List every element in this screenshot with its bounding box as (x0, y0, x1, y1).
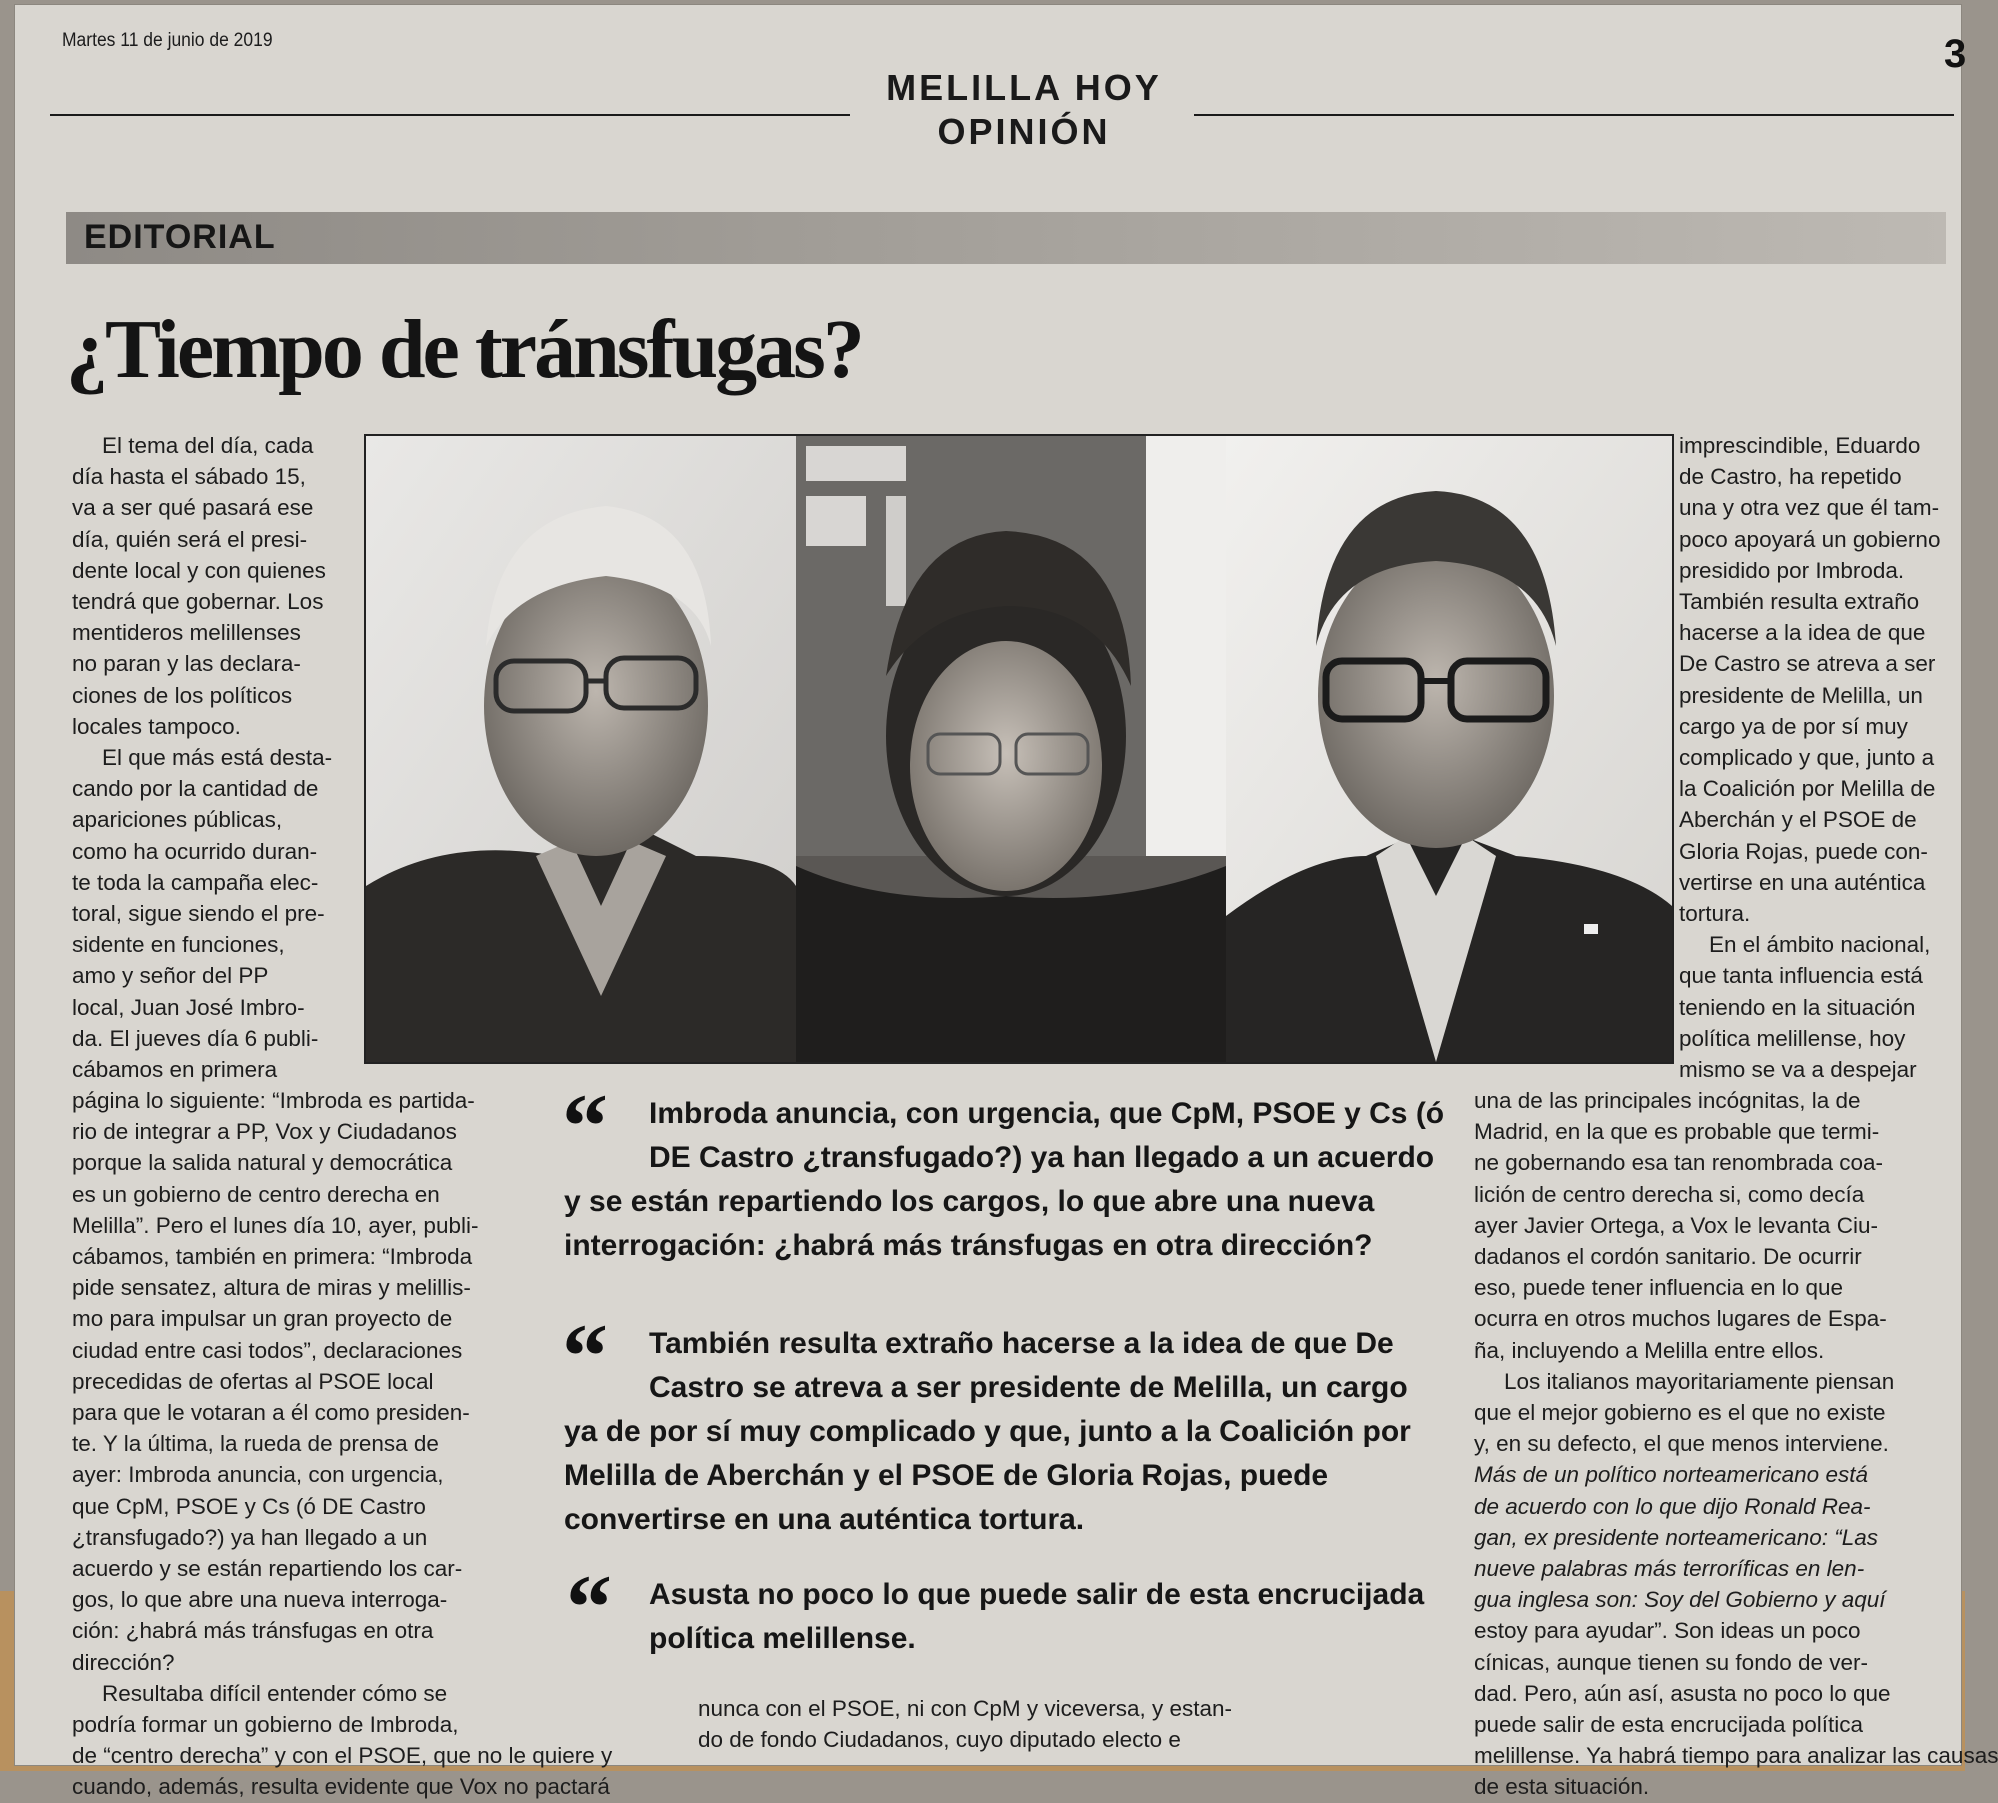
text-line: Melilla de Aberchán y el PSOE de Gloria Rojas, puede (564, 1459, 1329, 1492)
text-line: melillense. Ya habrá tiempo para analizar las causas (1474, 1743, 1998, 1769)
issue-date: Martes 11 de junio de 2019 (62, 30, 273, 51)
text-line: complicado y que, junto a (1679, 745, 1935, 771)
text-line: da. El jueves día 6 publi- (72, 1025, 319, 1051)
politicians-photo (364, 434, 1674, 1064)
text-line: es un gobierno de centro derecha en (72, 1181, 440, 1207)
text-line: día, quién será el presi- (72, 526, 308, 552)
text-line: Castro se atreva a ser presidente de Melilla, un cargo (649, 1371, 1408, 1404)
text-line: para que le votaran a él como presiden- (72, 1400, 470, 1426)
section-line-1: MELILLA HOY (886, 67, 1162, 108)
text-line: En el ámbito nacional, (1709, 932, 1931, 958)
right-column-bottom (1474, 1085, 1998, 1803)
text-line: tortura. (1679, 901, 1751, 927)
editorial-band (66, 212, 1946, 264)
text-line: acuerdo y se están repartiendo los car- (72, 1556, 463, 1582)
left-column-bottom (72, 1085, 613, 1803)
text-line: eso, puede tener influencia en lo que (1474, 1275, 1844, 1301)
text-line: ciones de los políticos (72, 682, 293, 708)
text-line: una y otra vez que él tam- (1679, 495, 1940, 521)
section-line-2: OPINIÓN (937, 111, 1111, 152)
quote-mark-icon: “ (562, 1305, 608, 1407)
quote-mark-icon: “ (566, 1556, 612, 1658)
text-line: imprescindible, Eduardo (1679, 433, 1921, 458)
text-line: que CpM, PSOE y Cs (ó DE Castro (72, 1493, 426, 1519)
text-line: Gloria Rojas, puede con- (1679, 838, 1928, 864)
text-line: de Castro, ha repetido (1679, 464, 1902, 490)
text-line: presidido por Imbroda. (1679, 557, 1905, 583)
headline: ¿Tiempo de tránsfugas? (66, 303, 862, 396)
text-line: do de fondo Ciudadanos, cuyo diputado electo e (698, 1727, 1181, 1753)
text-line: podría formar un gobierno de Imbroda, (72, 1712, 459, 1738)
text-line: lición de centro derecha si, como decía (1474, 1181, 1865, 1207)
text-line: gua inglesa son: Soy del Gobierno y aquí (1474, 1587, 1886, 1613)
text-line: dirección? (72, 1649, 175, 1675)
text-line: gan, ex presidente norteamericano: “Las (1474, 1524, 1878, 1550)
text-line: También resulta extraño (1679, 589, 1920, 615)
text-line: página lo siguiente: “Imbroda es partida- (72, 1088, 475, 1113)
text-line: y, en su defecto, el que menos interviene. (1474, 1431, 1889, 1457)
text-line: ña, incluyendo a Melilla entre ellos. (1474, 1337, 1825, 1363)
text-line: Madrid, en la que es probable que termi- (1474, 1119, 1880, 1145)
text-line: toral, sigue siendo el pre- (72, 901, 325, 927)
text-line: una de las principales incógnitas, la de (1474, 1088, 1861, 1113)
text-line: Aberchán y el PSOE de (1679, 807, 1917, 833)
text-line: puede salir de esta encrucijada política (1474, 1712, 1863, 1738)
text-line: vertirse en una auténtica (1679, 869, 1926, 895)
quote-mark-icon: “ (562, 1075, 608, 1177)
text-line: ocurra en otros muchos lugares de Espa- (1474, 1306, 1887, 1332)
text-line: de acuerdo con lo que dijo Ronald Rea- (1474, 1493, 1871, 1519)
text-line: Melilla”. Pero el lunes día 10, ayer, publi- (72, 1212, 479, 1238)
text-line: dente local y con quienes (72, 557, 326, 583)
text-line: de “centro derecha” y con el PSOE, que no le quiere y (72, 1743, 613, 1769)
text-line: presidente de Melilla, un (1679, 682, 1923, 708)
text-line: te toda la campaña elec- (72, 869, 319, 895)
text-line: como ha ocurrido duran- (72, 838, 318, 864)
text-line: no paran y las declara- (72, 651, 301, 677)
text-line: teniendo en la situación (1679, 994, 1916, 1020)
text-line: También resulta extraño hacerse a la idea de que De (649, 1327, 1394, 1360)
text-line: El que más está desta- (102, 745, 333, 771)
text-line: cuando, además, resulta evidente que Vox no pactará (72, 1774, 610, 1800)
text-line: interrogación: ¿habrá más tránsfugas en otra dirección? (564, 1229, 1373, 1262)
text-line: ¿transfugado?) ya han llegado a un (72, 1524, 428, 1550)
text-line: Imbroda anuncia, con urgencia, que CpM, PSOE y Cs (ó (649, 1097, 1445, 1130)
text-line: DE Castro ¿transfugado?) ya han llegado a un acuerdo (649, 1141, 1435, 1174)
text-line: ayer: Imbroda anuncia, con urgencia, (72, 1462, 444, 1488)
newspaper-page (14, 4, 1998, 1800)
text-line: mismo se va a despejar (1679, 1057, 1917, 1083)
text-line: amo y señor del PP (72, 963, 269, 989)
left-column-top (72, 430, 350, 1085)
header-rule-right (1194, 114, 1954, 116)
text-line: convertirse en una auténtica tortura. (564, 1503, 1085, 1536)
photo-illustration (366, 436, 1672, 1062)
text-line: y se están repartiendo los cargos, lo que abre una nueva (564, 1185, 1375, 1218)
text-line: hacerse a la idea de que (1679, 620, 1926, 646)
text-line: cábamos, también en primera: “Imbroda (72, 1244, 473, 1270)
editorial-label: EDITORIAL (84, 218, 276, 256)
text-line: tendrá que gobernar. Los (72, 589, 324, 615)
text-line: de esta situación. (1474, 1774, 1650, 1800)
text-line: precedidas de ofertas al PSOE local (72, 1368, 434, 1394)
right-column-top (1679, 430, 1961, 1085)
text-line: De Castro se atreva a ser (1679, 651, 1936, 677)
text-line: política melillense, hoy (1679, 1025, 1906, 1051)
middle-column-bottom (698, 1693, 1298, 1755)
text-line: cábamos en primera (72, 1057, 278, 1083)
text-line: ya de por sí muy complicado y que, junto a la Coalición por (564, 1415, 1411, 1448)
text-line: día hasta el sábado 15, (72, 464, 306, 490)
text-line: estoy para ayudar”. Son ideas un poco (1474, 1618, 1861, 1644)
text-line: ción: ¿habrá más tránsfugas en otra (72, 1618, 434, 1644)
text-line: la Coalición por Melilla de (1679, 776, 1936, 802)
text-line: Asusta no poco lo que puede salir de esta encrucijada (649, 1578, 1425, 1611)
text-line: Los italianos mayoritariamente piensan (1504, 1368, 1895, 1394)
text-line: dad. Pero, aún así, asusta no poco lo que (1474, 1680, 1891, 1706)
text-line: te. Y la última, la rueda de prensa de (72, 1431, 439, 1457)
text-line: mo para impulsar un gran proyecto de (72, 1306, 453, 1332)
page-number: 3 (1944, 32, 1967, 76)
text-line: ciudad entre casi todos”, declaraciones (72, 1337, 463, 1363)
text-line: sidente en funciones, (72, 932, 285, 958)
text-line: El tema del día, cada (102, 433, 314, 458)
text-line: Más de un político norteamericano está (1474, 1462, 1868, 1488)
text-line: ne gobernando esa tan renombrada coa- (1474, 1150, 1884, 1176)
text-line: locales tampoco. (72, 713, 241, 739)
text-line: Resultaba difícil entender cómo se (102, 1680, 448, 1706)
text-line: cargo ya de por sí muy (1679, 713, 1908, 739)
text-line: política melillense. (649, 1622, 916, 1655)
text-line: dadanos el cordón sanitario. De ocurrir (1474, 1244, 1862, 1270)
text-line: que tanta influencia está (1679, 963, 1923, 989)
section-title (814, 66, 1234, 154)
text-line: mentideros melillenses (72, 620, 301, 646)
text-line: ayer Javier Ortega, a Vox le levanta Ciu- (1474, 1212, 1878, 1238)
text-line: que el mejor gobierno es el que no existe (1474, 1400, 1886, 1426)
text-line: gos, lo que abre una nueva interroga- (72, 1587, 448, 1613)
text-line: apariciones públicas, (72, 807, 283, 833)
text-line: cando por la cantidad de (72, 776, 319, 802)
text-line: local, Juan José Imbro- (72, 994, 305, 1020)
text-line: nunca con el PSOE, ni con CpM y viceversa, y estan- (698, 1696, 1232, 1721)
text-line: va a ser qué pasará ese (72, 495, 314, 521)
text-line: pide sensatez, altura de miras y melillis- (72, 1275, 471, 1301)
text-line: rio de integrar a PP, Vox y Ciudadanos (72, 1119, 457, 1145)
text-line: nueve palabras más terroríficas en len- (1474, 1556, 1865, 1582)
header-rule-left (50, 114, 850, 116)
text-line: cínicas, aunque tienen su fondo de ver- (1474, 1649, 1869, 1675)
text-line: poco apoyará un gobierno (1679, 526, 1941, 552)
text-line: porque la salida natural y democrática (72, 1150, 453, 1176)
